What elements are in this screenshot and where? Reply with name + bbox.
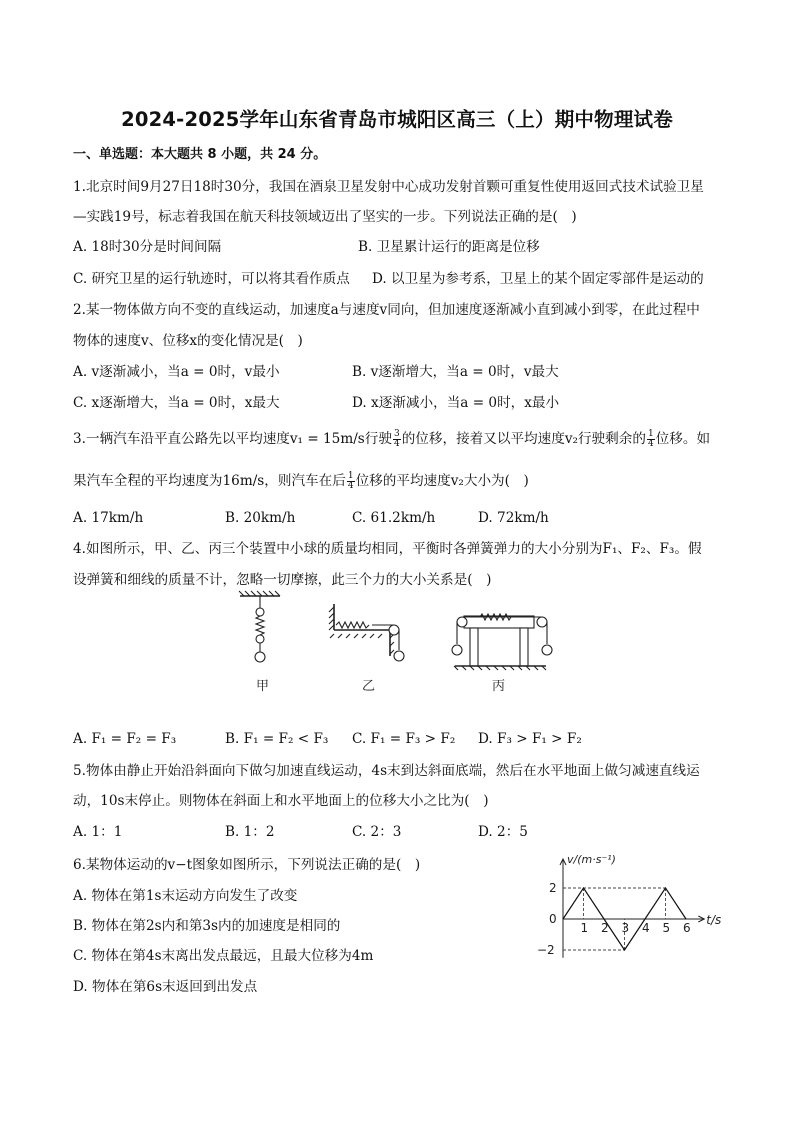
- q6-option-c: C. 物体在第4s末离出发点最远，且最大位移为4m: [73, 948, 374, 964]
- apparatus-bing: [452, 614, 552, 670]
- q4-option-c: C. F₁ = F₃ > F₂: [352, 731, 456, 747]
- q3-fraction-three-quarters: $\frac{3}{4}$: [393, 429, 400, 449]
- q3-stem-line2: [73, 472, 529, 491]
- q2-option-d: D. x逐渐减小，当a = 0时，x最小: [352, 395, 560, 411]
- q4-option-a: A. F₁ = F₂ = F₃: [73, 731, 177, 747]
- q4-option-b: B. F₁ = F₂ < F₃: [225, 731, 329, 747]
- q5-option-d: D. 2：5: [478, 824, 528, 840]
- v-t-graph: [530, 850, 730, 972]
- q3-text-part5: 位移的平均速度v₂大小为( ): [355, 473, 529, 489]
- q1-option-a: A. 18时30分是时间间隔: [73, 239, 222, 255]
- page-title: 2024-2025学年山东省青岛市城阳区高三（上）期中物理试卷: [121, 108, 673, 131]
- q5-stem-line2: 动，10s末停止。则物体在斜面上和水平地面上的位移大小之比为( ): [73, 793, 489, 809]
- q3-text-part1: 3.一辆汽车沿平直公路先以平均速度v₁ = 15m/s行驶: [73, 431, 392, 447]
- q5-option-b: B. 1：2: [225, 824, 275, 840]
- q1-option-c: C. 研究卫星的运行轨迹时，可以将其看作质点: [73, 271, 350, 287]
- q3-stem-line1: [73, 430, 710, 449]
- q1-option-b: B. 卫星累计运行的距离是位移: [358, 239, 540, 255]
- q3-option-d: D. 72km/h: [478, 510, 549, 526]
- q6-option-b: B. 物体在第2s内和第3s内的加速度是相同的: [73, 918, 341, 934]
- q3-fraction-last-quarter: $\frac{1}{4}$: [347, 471, 354, 491]
- q4-stem-line2: 设弹簧和细线的质量不计，忽略一切摩擦，此三个力的大小关系是( ): [73, 572, 492, 588]
- apparatus-jia: [239, 591, 280, 662]
- q3-text-part2: 的位移，接着又以平均速度v₂行驶剩余的: [401, 431, 646, 447]
- x-tick-label: 6: [683, 921, 691, 935]
- q1-option-d: D. 以卫星为参考系，卫星上的某个固定零部件是运动的: [372, 271, 704, 287]
- q3-text-part3: 位移。如: [655, 431, 711, 447]
- q3-fraction-one-quarter: $\frac{1}{4}$: [647, 429, 654, 449]
- label-jia: 甲: [256, 679, 270, 694]
- q6-option-d: D. 物体在第6s末返回到出发点: [73, 979, 258, 995]
- q2-option-a: A. v逐渐减小，当a = 0时，v最小: [73, 364, 280, 380]
- q2-option-b: B. v逐渐增大，当a = 0时，v最大: [352, 364, 559, 380]
- apparatus-yi: [329, 604, 404, 661]
- x-tick-label: 3: [621, 921, 630, 935]
- q1-stem-line2: —实践19号，标志着我国在航天科技领域迈出了坚实的一步。下列说法正确的是( ): [73, 209, 577, 225]
- q1-stem-line1: 1.北京时间9月27日18时30分，我国在酒泉卫星发射中心成功发射首颗可重复性使用返回式技术试验卫星: [73, 179, 704, 195]
- label-yi: 乙: [362, 679, 376, 694]
- q2-stem-line2: 物体的速度v、位移x的变化情况是( ): [73, 333, 303, 349]
- spring-apparatus-figure: [230, 590, 570, 698]
- q3-option-a: A. 17km/h: [73, 510, 144, 526]
- q2-option-c: C. x逐渐增大，当a = 0时，x最大: [73, 395, 280, 411]
- q2-stem-line1: 2.某一物体做方向不变的直线运动，加速度a与速度v同向，但加速度逐渐减小直到减小到零，在此过程中: [73, 302, 700, 318]
- y-axis-label: v/(m·s⁻¹): [567, 853, 616, 866]
- q5-option-c: C. 2：3: [352, 824, 402, 840]
- x-tick-label: 4: [642, 921, 650, 935]
- q6-option-a: A. 物体在第1s末运动方向发生了改变: [73, 888, 298, 904]
- q4-stem-line1: 4.如图所示，甲、乙、丙三个装置中小球的质量均相同，平衡时各弹簧弹力的大小分别为F₁、F₂、F₃。假: [73, 541, 702, 557]
- x-tick-label: 5: [662, 921, 671, 935]
- x-tick-label: 2: [601, 921, 609, 935]
- q5-option-a: A. 1：1: [73, 824, 123, 840]
- section-heading: 一、单选题：本大题共 8 小题，共 24 分。: [73, 147, 327, 162]
- y-tick-label: 2: [549, 881, 557, 895]
- y-tick-label: −2: [537, 943, 555, 957]
- q4-option-d: D. F₃ > F₁ > F₂: [478, 731, 582, 747]
- x-axis-label: t/s: [706, 913, 722, 927]
- x-tick-label: 1: [580, 921, 589, 935]
- q3-text-part4: 果汽车全程的平均速度为16m/s，则汽车在后: [73, 473, 346, 489]
- q6-stem-line1: 6.某物体运动的v−t图象如图所示，下列说法正确的是( ): [73, 857, 421, 873]
- q3-option-b: B. 20km/h: [225, 510, 296, 526]
- q5-stem-line1: 5.物体由静止开始沿斜面向下做匀加速直线运动，4s末到达斜面底端，然后在水平地面上做匀减速直线运: [73, 763, 700, 779]
- label-bing: 丙: [492, 679, 506, 694]
- y-tick-label: 0: [549, 912, 557, 926]
- q3-option-c: C. 61.2km/h: [352, 510, 436, 526]
